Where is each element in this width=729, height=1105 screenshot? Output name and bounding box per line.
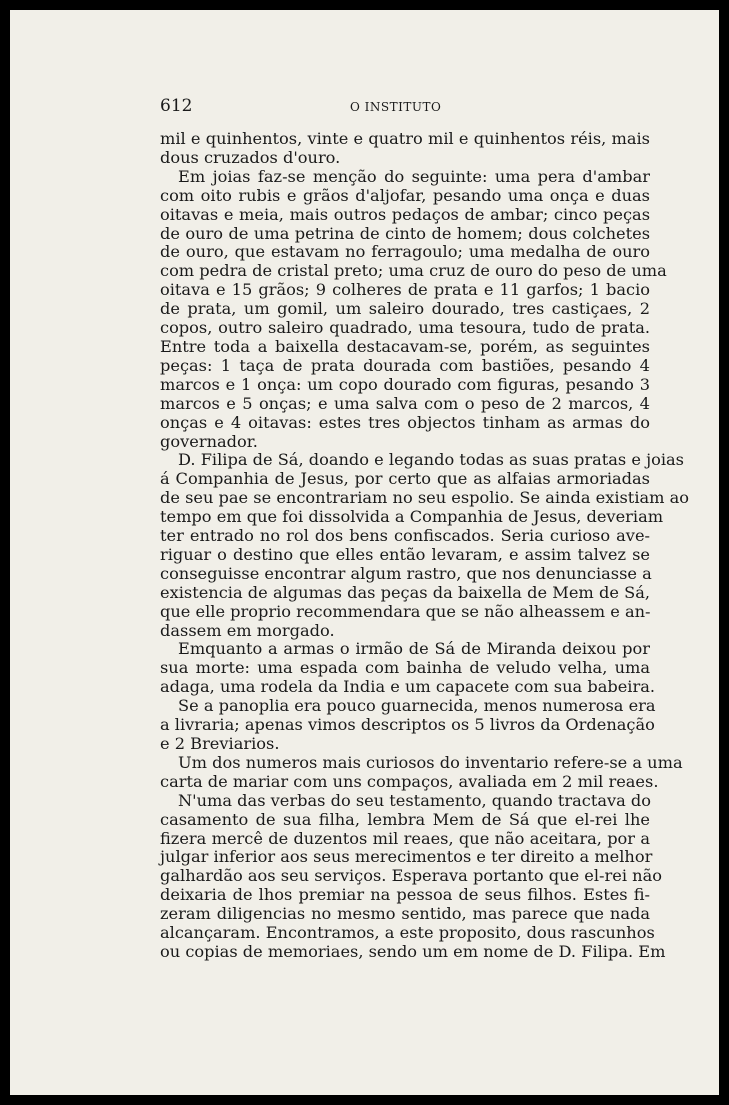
text-line: alcançaram. Encontramos, a este proposito, dous rascunhos: [160, 923, 655, 943]
text-line: peças: 1 taça de prata dourada com bastiões, pesando 4: [160, 355, 650, 375]
text-line: marcos e 5 onças; e uma salva com o peso de 2 marcos, 4: [160, 393, 650, 413]
text-line: Em joias faz-se menção do seguinte: uma pera d'ambar: [178, 166, 650, 186]
text-line: á Companhia de Jesus, por certo que as alfaias armoriadas: [160, 469, 650, 489]
text-line: onças e 4 oitavas: estes tres objectos tinham as armas do: [160, 412, 650, 432]
text-line: Emquanto a armas o irmão de Sá de Miranda deixou por: [178, 639, 650, 659]
text-line: oitava e 15 grãos; 9 colheres de prata e 11 garfos; 1 bacio: [160, 280, 650, 300]
text-line: galhardão aos seu serviços. Esperava portanto que el-rei não: [160, 866, 662, 886]
text-line: zeram diligencias no mesmo sentido, mas parece que nada: [160, 904, 650, 924]
text-line: dous cruzados d'ouro.: [160, 147, 341, 167]
body-text: [160, 129, 690, 962]
text-line: que elle proprio recommendara que se não alheassem e an-: [160, 601, 651, 621]
text-line: com pedra de cristal preto; uma cruz de ouro do peso de uma: [160, 261, 667, 281]
text-line: casamento de sua filha, lembra Mem de Sá que el-rei lhe: [160, 809, 650, 829]
text-line: copos, outro saleiro quadrado, uma tesoura, tudo de prata.: [160, 318, 650, 338]
text-line: adaga, uma rodela da India e um capacete com sua babeira.: [160, 677, 656, 697]
text-line: dassem em morgado.: [160, 620, 335, 640]
text-line: existencia de algumas das peças da baixella de Mem de Sá,: [160, 582, 650, 602]
text-line: mil e quinhentos, vinte e quatro mil e quinhentos réis, mais: [160, 129, 650, 148]
text-line: e 2 Breviarios.: [160, 734, 280, 753]
text-line: Se a panoplia era pouco guarnecida, menos numerosa era: [178, 696, 656, 716]
text-line: oitavas e meia, mais outros pedaços de ambar; cinco peças: [160, 204, 650, 224]
page-header: [160, 96, 660, 126]
text-line: N'uma das verbas do seu testamento, quando tractava do: [178, 790, 652, 810]
text-line: carta de mariar com uns compaços, avaliada em 2 mil reaes.: [160, 771, 659, 791]
text-line: Entre toda a baixella destacavam-se, porém, as seguintes: [160, 336, 650, 356]
text-line: de ouro de uma petrina de cinto de homem; dous colchetes: [160, 223, 650, 243]
text-line: com oito rubis e grãos d'aljofar, pesando uma onça e duas: [160, 185, 650, 205]
running-title: O INSTITUTO: [350, 100, 442, 114]
book-page: [10, 10, 719, 1095]
page-number: 612: [160, 96, 193, 116]
text-line: governador.: [160, 431, 258, 451]
text-line: sua morte: uma espada com bainha de veludo velha, uma: [160, 658, 650, 678]
text-line: de seu pae se encontrariam no seu espolio. Se ainda existiam ao: [160, 488, 690, 508]
text-line: fizera mercê de duzentos mil reaes, que não aceitara, por a: [160, 828, 650, 848]
text-line: tempo em que foi dissolvida a Companhia de Jesus, deveriam: [160, 507, 664, 527]
text-line: de prata, um gomil, um saleiro dourado, tres castiçaes, 2: [160, 299, 650, 319]
text-line: julgar inferior aos seus merecimentos e ter direito a melhor: [160, 847, 653, 867]
text-line: conseguisse encontrar algum rastro, que nos denunciasse a: [160, 563, 652, 583]
text-line: marcos e 1 onça: um copo dourado com figuras, pesando 3: [160, 374, 650, 394]
text-line: riguar o destino que elles então levaram, e assim talvez se: [160, 544, 650, 564]
text-line: de ouro, que estavam no ferragoulo; uma medalha de ouro: [160, 242, 650, 262]
text-line: a livraria; apenas vimos descriptos os 5 livros da Ordenação: [160, 715, 655, 735]
text-line: D. Filipa de Sá, doando e legando todas as suas pratas e joias: [178, 450, 684, 470]
text-line: Um dos numeros mais curiosos do inventario refere-se a uma: [178, 752, 683, 772]
text-line: ou copias de memoriaes, sendo um em nome de D. Filipa. Em: [160, 941, 666, 961]
text-line: ter entrado no rol dos bens confiscados. Seria curioso ave-: [160, 526, 650, 546]
text-line: deixaria de lhos premiar na pessoa de seus filhos. Estes fi-: [160, 885, 650, 905]
